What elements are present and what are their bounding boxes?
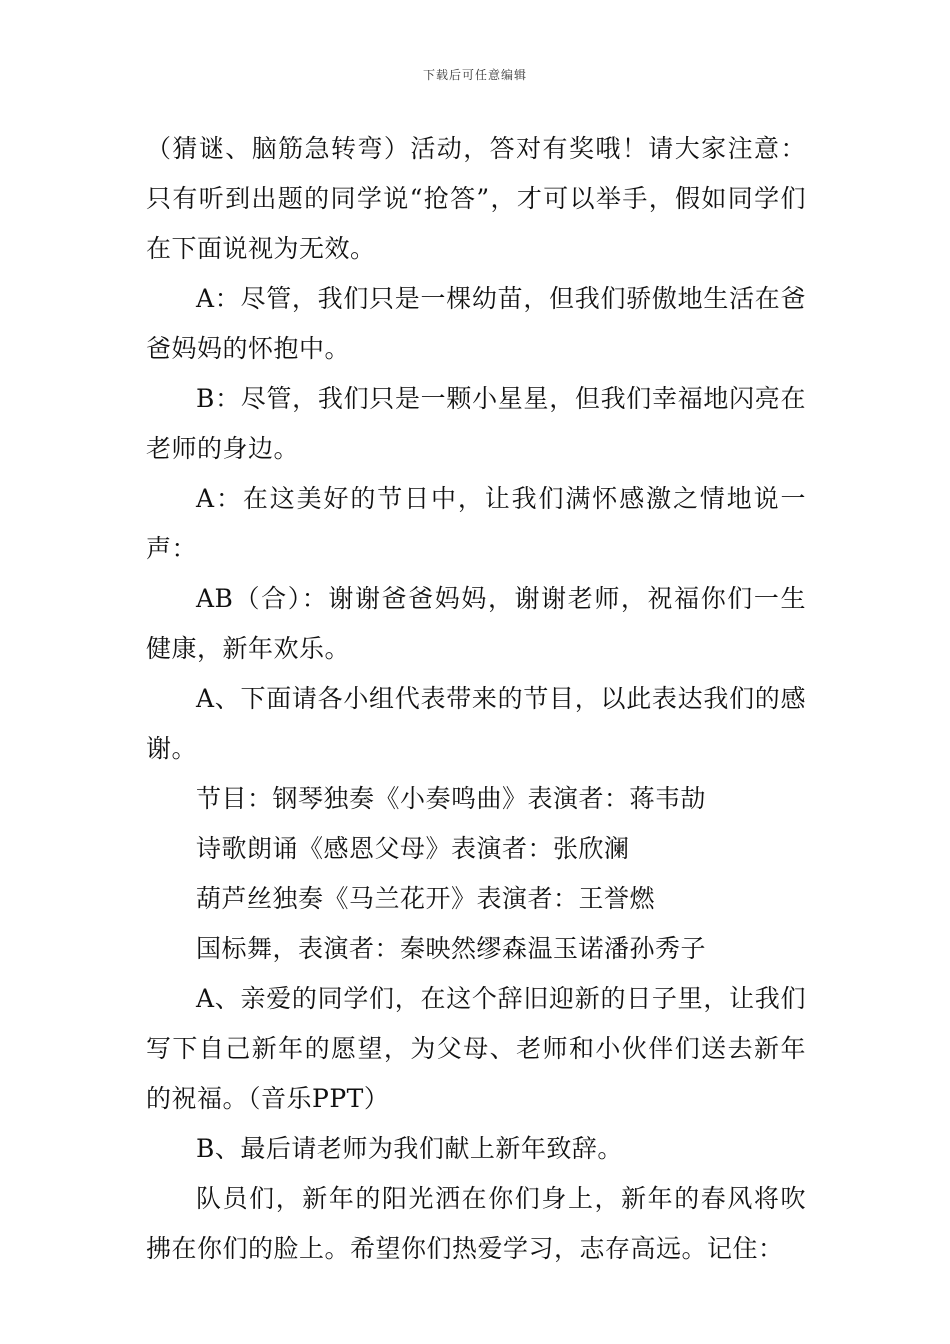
paragraph-teacher-speech: 队员们，新年的阳光洒在你们身上，新年的春风将吹拂在你们的脸上。希望你们热爱学习，志存高远。记住： — [146, 1184, 806, 1263]
page-header: 下载后可任意编辑 — [422, 68, 527, 82]
paragraph-a-gratitude: A：在这美好的节日中，让我们满怀感激之情地说一声： — [146, 484, 806, 563]
program-item-piano: 节目：钢琴独奏《小奏鸣曲》表演者：蒋韦劼 — [196, 784, 707, 813]
program-item-poem: 诗歌朗诵《感恩父母》表演者：张欣澜 — [196, 834, 630, 863]
paragraph-a-wishes: A、亲爱的同学们，在这个辞旧迎新的日子里，让我们写下自己新年的愿望，为父母、老师和小伙伴们送去新年的祝福。（音乐PPT） — [146, 984, 806, 1113]
paragraph-a-program-intro: A、下面请各小组代表带来的节目，以此表达我们的感谢。 — [146, 684, 806, 763]
paragraph-a-seedling: A：尽管，我们只是一棵幼苗，但我们骄傲地生活在爸爸妈妈的怀抱中。 — [146, 284, 806, 363]
paragraph-b-teacher: B、最后请老师为我们献上新年致辞。 — [196, 1134, 623, 1163]
program-item-dance: 国标舞，表演者：秦映然缪森温玉诺潘孙秀子 — [196, 934, 707, 963]
program-item-hulusi: 葫芦丝独奏《马兰花开》表演者：王誉燃 — [196, 884, 656, 913]
paragraph-ab-together: AB（合）：谢谢爸爸妈妈，谢谢老师，祝福你们一生健康，新年欢乐。 — [146, 584, 806, 663]
paragraph-b-star: B：尽管，我们只是一颗小星星，但我们幸福地闪亮在老师的身边。 — [146, 384, 806, 463]
paragraph-intro: （猜谜、脑筋急转弯）活动，答对有奖哦！请大家注意：只有听到出题的同学说“抢答”，才可以举手，假如同学们在下面说视为无效。 — [146, 134, 806, 263]
document-body — [146, 124, 806, 1274]
